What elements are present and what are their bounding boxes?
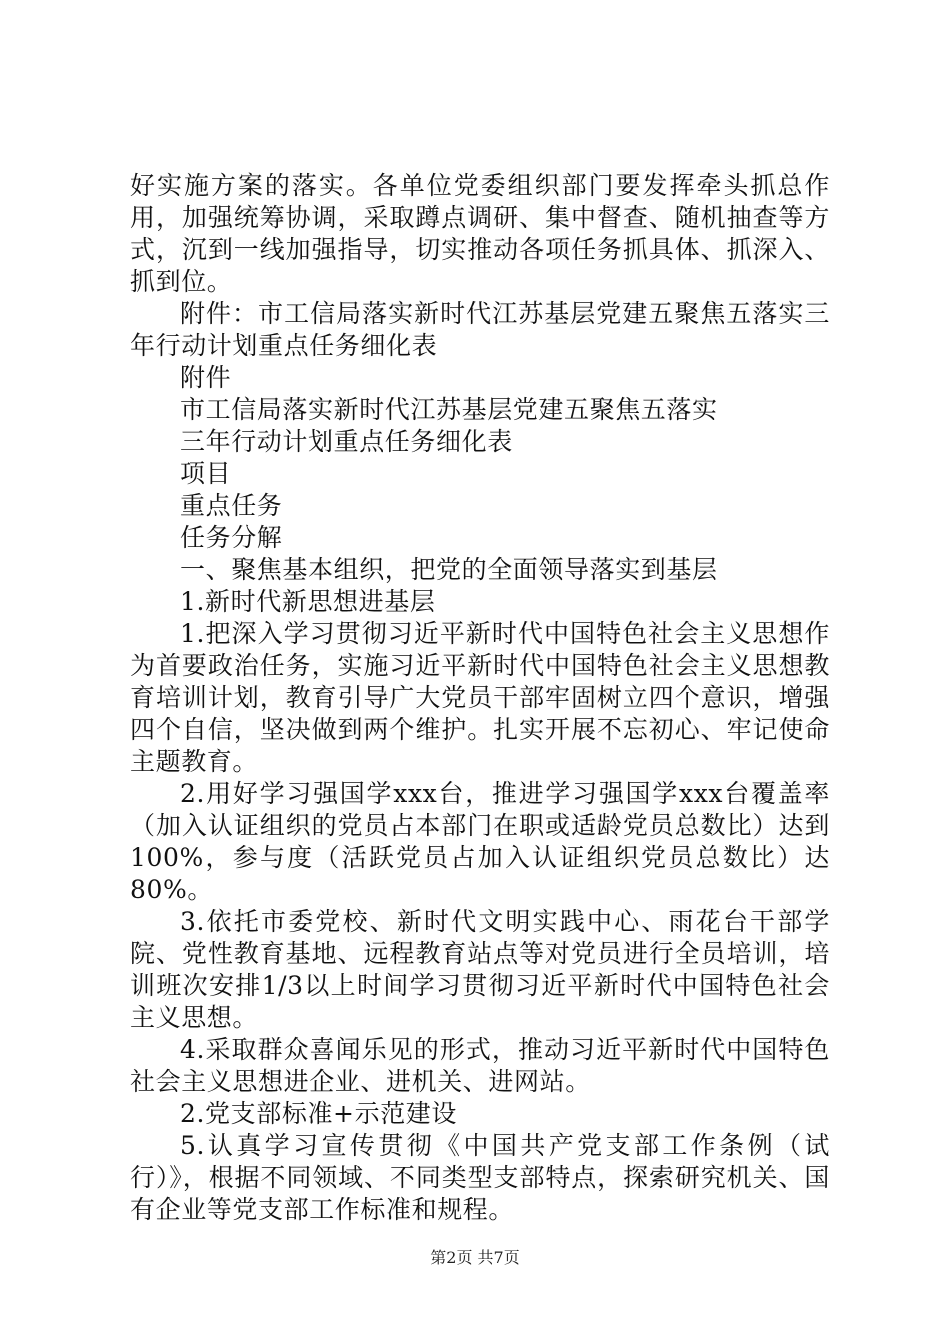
column-header-project: 项目: [180, 459, 232, 488]
task-item-5: 5.认真学习宣传贯彻《中国共产党支部工作条例（试行）》，根据不同领域、不同类型支部特点，探索研究机关、国有企业等党支部工作标准和规程。: [130, 1131, 830, 1224]
task-item-4: 4.采取群众喜闻乐见的形式，推动习近平新时代中国特色社会主义思想进企业、进机关、进网站。: [130, 1035, 830, 1096]
column-header-task-breakdown: 任务分解: [180, 523, 283, 552]
subsection-heading-1: 1.新时代新思想进基层: [180, 587, 436, 616]
paragraph-continuation: 好实施方案的落实。各单位党委组织部门要发挥牵头抓总作用，加强统筹协调，采取蹲点调研、集中督查、随机抽查等方式，沉到一线加强指导，切实推动各项任务抓具体、抓深入、抓到位。: [130, 171, 830, 296]
document-body: [130, 170, 830, 1226]
section-heading-1: 一、聚焦基本组织，把党的全面领导落实到基层: [180, 555, 718, 584]
attachment-note: 附件：市工信局落实新时代江苏基层党建五聚焦五落实三年行动计划重点任务细化表: [130, 299, 830, 360]
table-title-line-2: 三年行动计划重点任务细化表: [180, 427, 513, 456]
task-item-3: 3.依托市委党校、新时代文明实践中心、雨花台干部学院、党性教育基地、远程教育站点等对党员进行全员培训，培训班次安排1/3以上时间学习贯彻习近平新时代中国特色社会主义思想。: [130, 907, 830, 1032]
table-title-line-1: 市工信局落实新时代江苏基层党建五聚焦五落实: [180, 395, 718, 424]
column-header-key-task: 重点任务: [180, 491, 283, 520]
task-item-2: 2.用好学习强国学xxx台，推进学习强国学xxx台覆盖率（加入认证组织的党员占本部门在职或适龄党员总数比）达到100%，参与度（活跃党员占加入认证组织党员总数比）达80%。: [130, 779, 830, 904]
subsection-heading-2: 2.党支部标准+示范建设: [180, 1099, 458, 1128]
page-number-footer: 第2页 共7页: [430, 1248, 520, 1267]
attachment-label: 附件: [180, 363, 232, 392]
task-item-1: 1.把深入学习贯彻习近平新时代中国特色社会主义思想作为首要政治任务，实施习近平新时代中国特色社会主义思想教育培训计划，教育引导广大党员干部牢固树立四个意识，增强四个自信，坚决做到两个维护。扎实开展不忘初心、牢记使命主题教育。: [130, 619, 830, 776]
